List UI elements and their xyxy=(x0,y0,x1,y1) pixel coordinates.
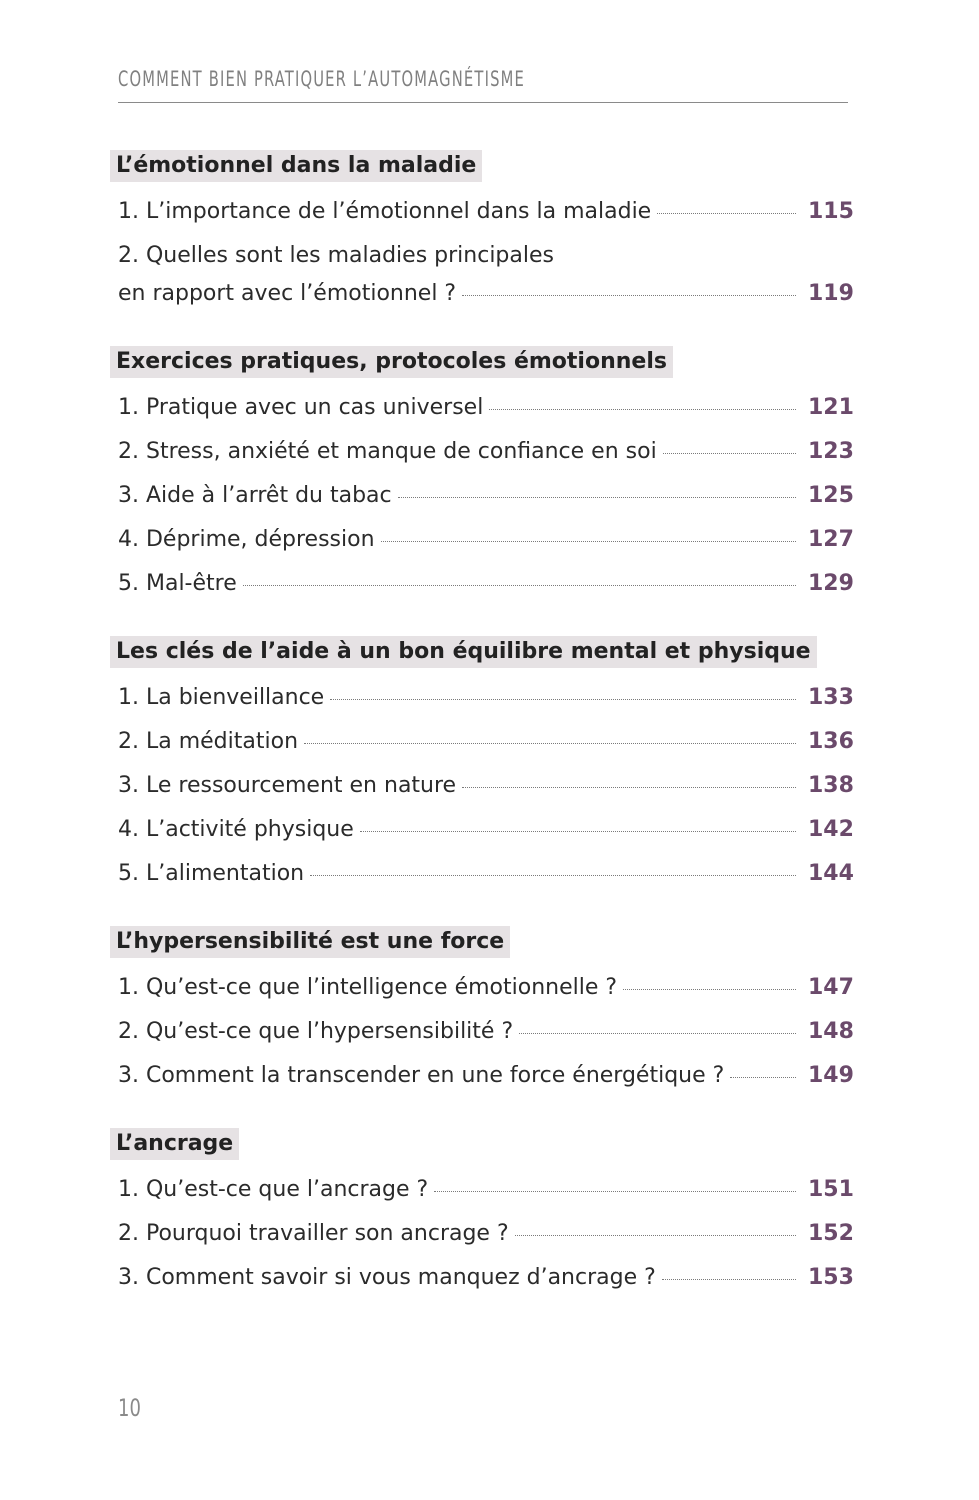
entry-label-line1: 2. Quelles sont les maladies principales xyxy=(118,243,554,268)
dot-leader xyxy=(489,409,796,410)
entry-label: 5. L’alimentation xyxy=(118,861,305,886)
toc-entry[interactable] xyxy=(118,395,854,420)
toc-entry[interactable] xyxy=(118,1265,854,1290)
toc-entry[interactable] xyxy=(118,483,854,508)
toc-entry[interactable] xyxy=(118,1063,854,1088)
dot-leader xyxy=(623,989,796,990)
toc-entry[interactable] xyxy=(118,685,854,710)
entry-page-number: 144 xyxy=(808,861,854,886)
toc-entry[interactable] xyxy=(118,1019,854,1044)
toc-section xyxy=(116,346,854,596)
entry-label: 4. Déprime, dépression xyxy=(118,527,375,552)
entry-label: 1. L’importance de l’émotionnel dans la maladie xyxy=(118,199,652,224)
dot-leader xyxy=(310,875,796,876)
dot-leader xyxy=(360,831,796,832)
entry-page-number: 123 xyxy=(808,439,854,464)
entry-label: 3. Le ressourcement en nature xyxy=(118,773,457,798)
toc-entry[interactable] xyxy=(118,439,854,464)
toc-entry[interactable] xyxy=(118,571,854,596)
entry-label: 3. Aide à l’arrêt du tabac xyxy=(118,483,392,508)
dot-leader xyxy=(304,743,796,744)
toc-entry[interactable] xyxy=(118,199,854,224)
section-title: L’hypersensibilité est une force xyxy=(110,926,510,958)
toc-entry[interactable] xyxy=(118,527,854,552)
entry-label: en rapport avec l’émotionnel ? xyxy=(118,281,457,306)
toc-section xyxy=(116,926,854,1088)
toc-entry[interactable] xyxy=(118,243,854,306)
section-title: L’émotionnel dans la maladie xyxy=(110,150,482,182)
entry-label: 2. Stress, anxiété et manque de confiance en soi xyxy=(118,439,657,464)
entry-label: 4. L’activité physique xyxy=(118,817,354,842)
dot-leader xyxy=(730,1077,796,1078)
entry-page-number: 127 xyxy=(808,527,854,552)
toc-section xyxy=(116,150,854,306)
toc-entry[interactable] xyxy=(118,773,854,798)
entry-page-number: 138 xyxy=(808,773,854,798)
dot-leader xyxy=(662,1279,796,1280)
toc-entry[interactable] xyxy=(118,729,854,754)
table-of-contents xyxy=(116,150,854,1330)
entry-page-number: 129 xyxy=(808,571,854,596)
toc-entry-line2 xyxy=(118,281,854,306)
dot-leader xyxy=(398,497,796,498)
entry-label: 1. Qu’est-ce que l’ancrage ? xyxy=(118,1177,429,1202)
entry-page-number: 151 xyxy=(808,1177,854,1202)
toc-entry[interactable] xyxy=(118,817,854,842)
dot-leader xyxy=(515,1235,796,1236)
entry-label: 2. La méditation xyxy=(118,729,299,754)
dot-leader xyxy=(462,295,796,296)
dot-leader xyxy=(519,1033,796,1034)
entry-page-number: 119 xyxy=(808,281,854,306)
dot-leader xyxy=(462,787,796,788)
entry-page-number: 149 xyxy=(808,1063,854,1088)
running-title: COMMENT BIEN PRATIQUER L’AUTOMAGNÉTISME xyxy=(118,67,525,91)
entry-label: 1. Pratique avec un cas universel xyxy=(118,395,484,420)
toc-section xyxy=(116,636,854,886)
entry-label: 3. Comment la transcender en une force énergétique ? xyxy=(118,1063,725,1088)
dot-leader xyxy=(381,541,796,542)
dot-leader xyxy=(434,1191,796,1192)
toc-section xyxy=(116,1128,854,1290)
entry-page-number: 148 xyxy=(808,1019,854,1044)
page-number: 10 xyxy=(118,1394,141,1422)
entry-page-number: 125 xyxy=(808,483,854,508)
entry-page-number: 133 xyxy=(808,685,854,710)
entry-page-number: 147 xyxy=(808,975,854,1000)
toc-entry[interactable] xyxy=(118,975,854,1000)
entry-page-number: 142 xyxy=(808,817,854,842)
dot-leader xyxy=(657,213,796,214)
entry-page-number: 121 xyxy=(808,395,854,420)
entry-label: 3. Comment savoir si vous manquez d’ancrage ? xyxy=(118,1265,656,1290)
section-title: Les clés de l’aide à un bon équilibre mental et physique xyxy=(110,636,817,668)
section-title: L’ancrage xyxy=(110,1128,239,1160)
toc-entry[interactable] xyxy=(118,1221,854,1246)
entry-label: 5. Mal-être xyxy=(118,571,237,596)
entry-label: 1. Qu’est-ce que l’intelligence émotionnelle ? xyxy=(118,975,618,1000)
entry-page-number: 152 xyxy=(808,1221,854,1246)
dot-leader xyxy=(243,585,796,586)
entry-label: 2. Pourquoi travailler son ancrage ? xyxy=(118,1221,509,1246)
dot-leader xyxy=(663,453,796,454)
dot-leader xyxy=(330,699,796,700)
entry-label: 2. Qu’est-ce que l’hypersensibilité ? xyxy=(118,1019,514,1044)
toc-entry[interactable] xyxy=(118,1177,854,1202)
toc-entry[interactable] xyxy=(118,861,854,886)
entry-page-number: 115 xyxy=(808,199,854,224)
entry-label: 1. La bienveillance xyxy=(118,685,325,710)
running-header xyxy=(118,66,848,103)
entry-page-number: 153 xyxy=(808,1265,854,1290)
entry-page-number: 136 xyxy=(808,729,854,754)
section-title: Exercices pratiques, protocoles émotionnels xyxy=(110,346,673,378)
